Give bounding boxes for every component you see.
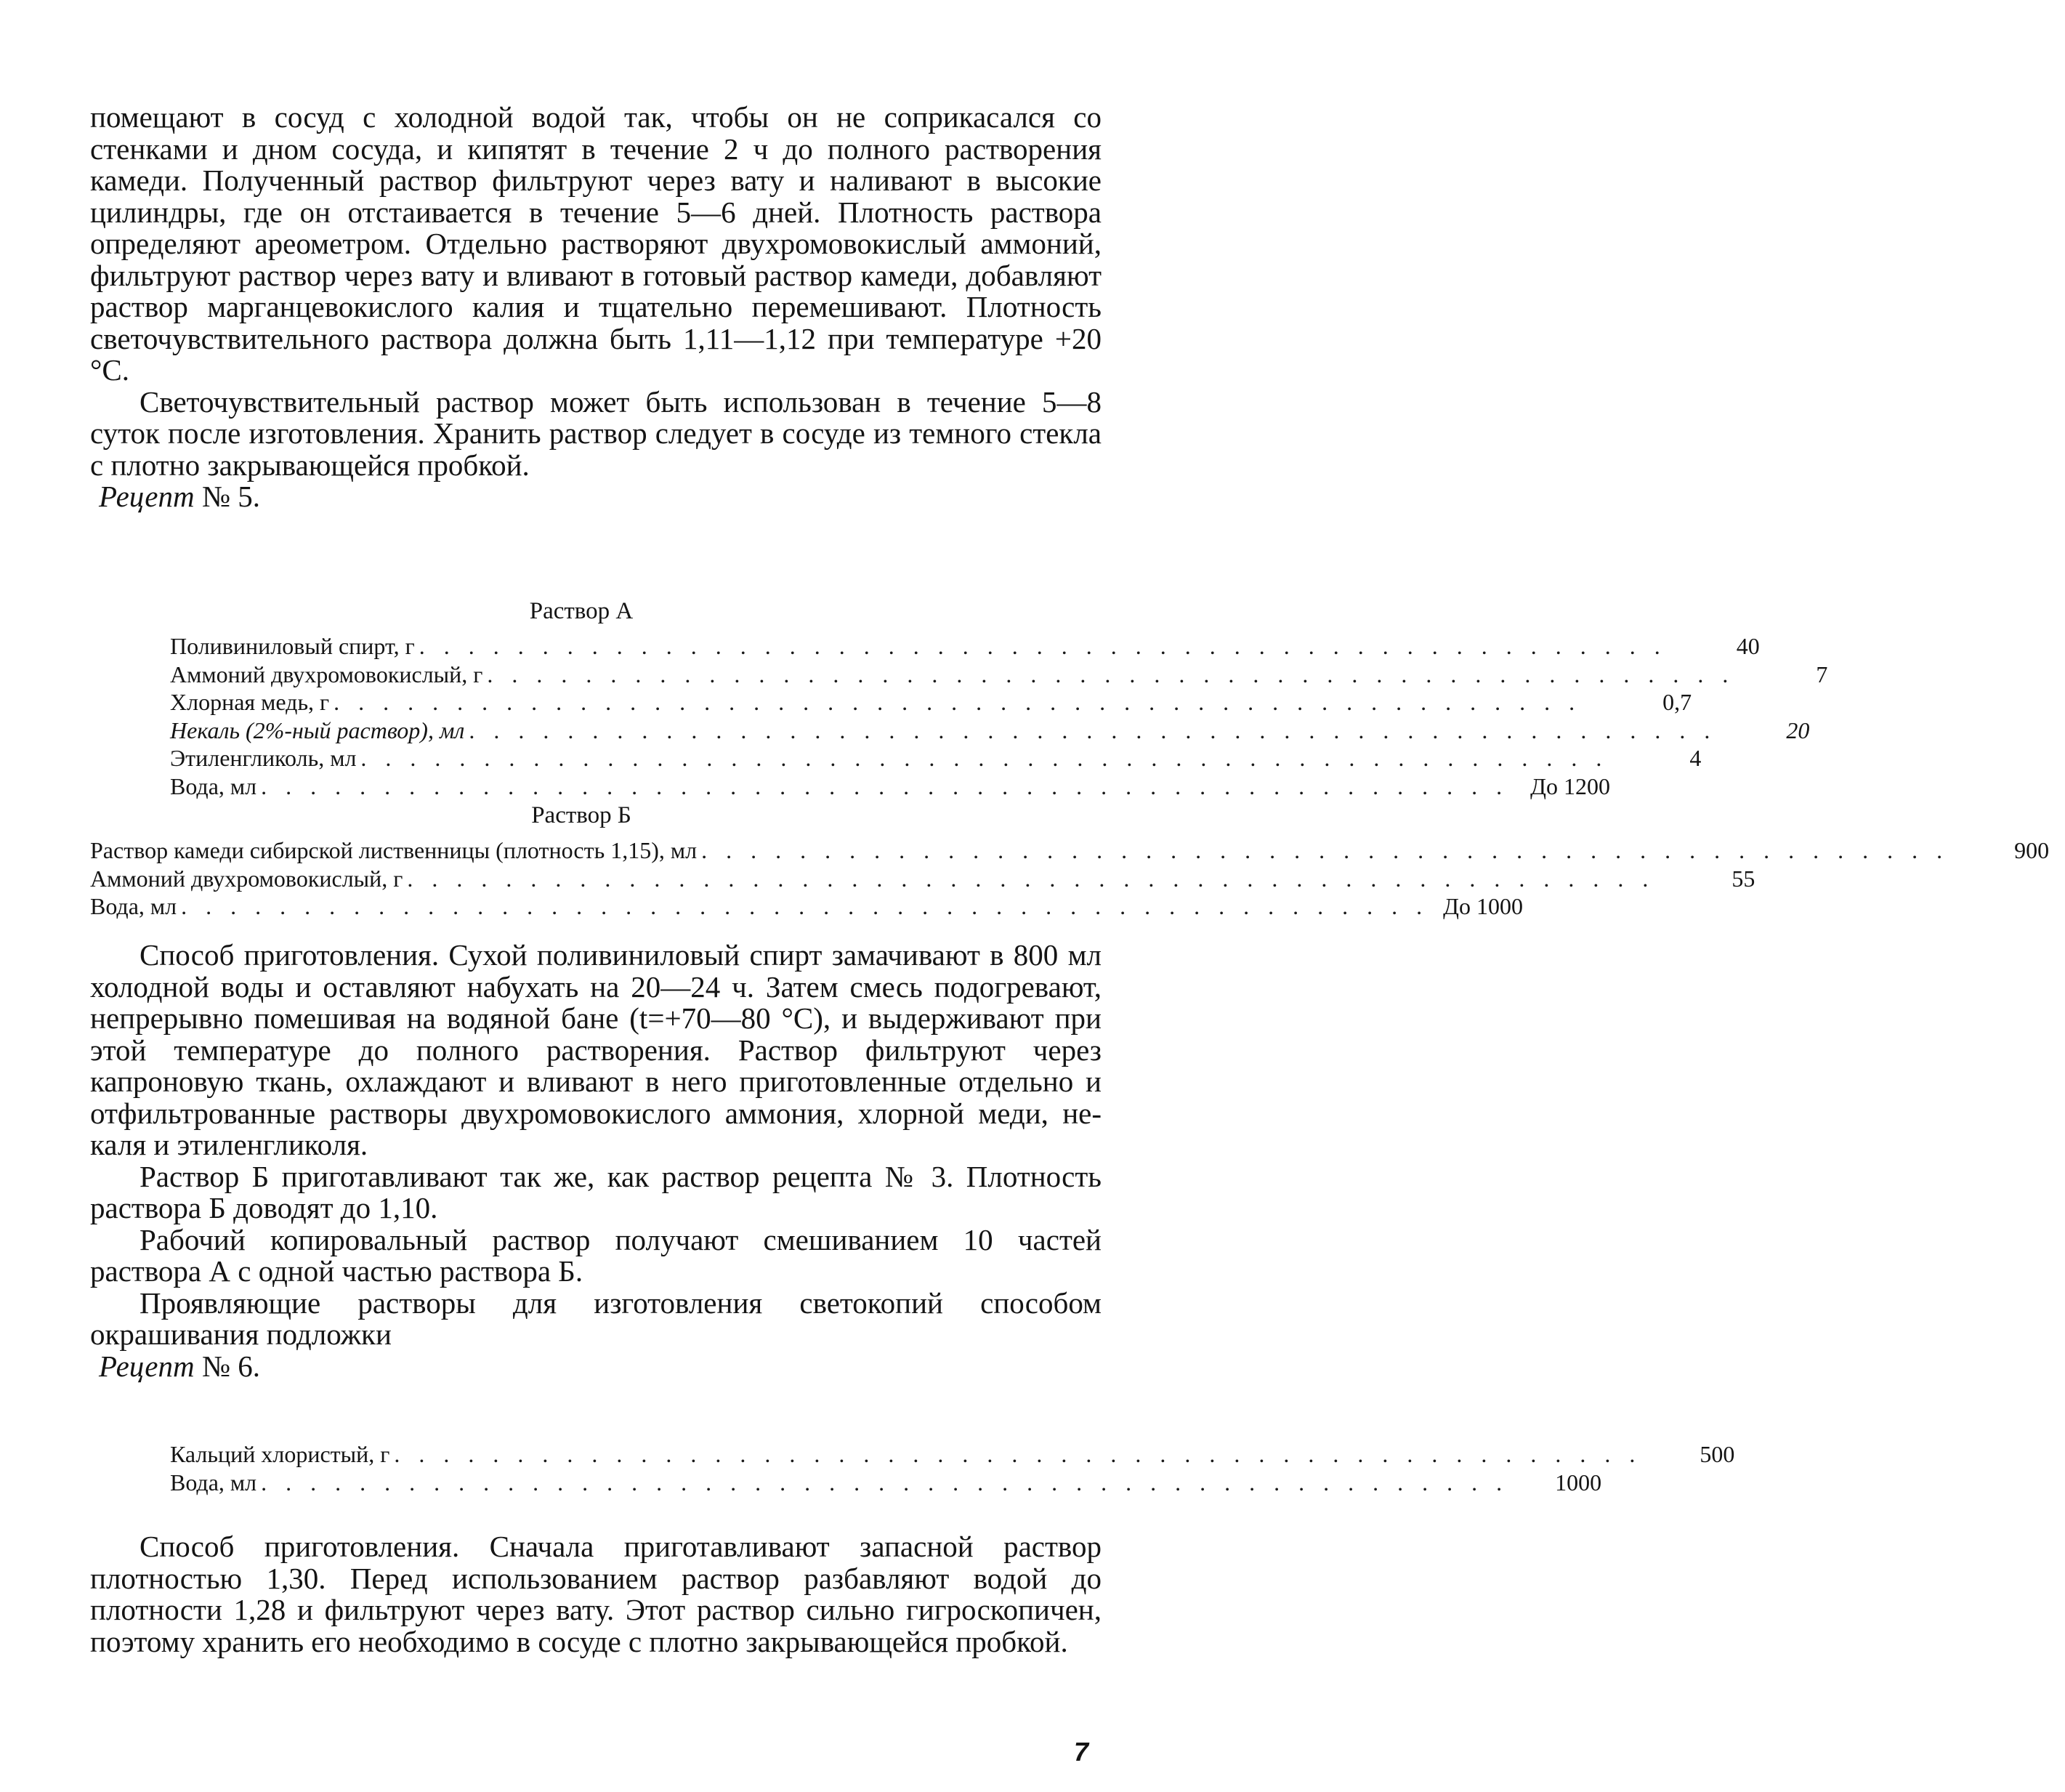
row-label: Хлорная медь, г	[170, 689, 330, 715]
recipe-6-table	[170, 1440, 1735, 1496]
row-label: Вода, мл	[170, 772, 257, 799]
table-row	[170, 717, 1810, 745]
row-value: 0,7	[1662, 689, 1692, 715]
paragraph-6: Проявляющие растворы для изготовления светокопий способом окрашивания подложки	[90, 1286, 1102, 1351]
solution-a-table	[170, 632, 1828, 800]
top-text-block	[90, 102, 1102, 513]
row-label: Этиленгликоль, мл	[170, 745, 357, 771]
dot-leader: . . . . . . . . . . . . . . . . . . . . . . . . . . . . . . . . . . . . . . . . . . . . . . . . . . .	[701, 837, 1949, 863]
row-value: 40	[1736, 633, 1760, 659]
row-label: Некаль (2%-ный раствор), мл	[170, 717, 465, 743]
row-label: Вода, мл	[170, 1469, 257, 1496]
row-value: 55	[1731, 865, 1755, 892]
table-row	[170, 1440, 1735, 1469]
recipe-6-heading	[99, 1351, 1102, 1383]
page-number: 7	[1074, 1737, 1089, 1767]
row-label: Аммоний двухромовокислый, г	[90, 865, 403, 892]
dot-leader: . . . . . . . . . . . . . . . . . . . . . . . . . . . . . . . . . . . . . . . . . . . . . . . . . . .	[487, 661, 1735, 687]
recipe-5-label: Рецепт	[99, 480, 195, 513]
paragraph-1: помещают в сосуд с холодной водой так, чтобы он не соприкасался со стенками и дном сосуда, и кипятят в течение 2 ч до полного растворения камеди. Полученный раствор фильтруют через вату и наливают в высокие цилиндры, где он отстаивается в течение 5—6 дней. Плотность раствора определяют ареометром. Отдельно растворяют двухромовокислый аммоний, фильтруют раствор через вату и вливают в готовый раствор камеди, добавляют раствор марганцевокислого калия и тщательно перемешивают. Плотность светочувствительного раствора должна быть 1,11—1,12 при температуре +20 °С.	[90, 100, 1102, 387]
row-value: 500	[1700, 1441, 1735, 1467]
table-row	[170, 1469, 1602, 1497]
table-row	[170, 661, 1828, 689]
paragraph-2: Светочувствительный раствор может быть использован в течение 5—8 суток после изготовления. Хранить раствор следует в сосуде из темного стекла с плотно закрывающейся пробкой.	[90, 384, 1102, 482]
dot-leader: . . . . . . . . . . . . . . . . . . . . . . . . . . . . . . . . . . . . . . . . . . . . . . . . . . .	[181, 893, 1429, 919]
table-row	[170, 688, 1692, 717]
paragraph-4: Раствор Б приготавливают так же, как раствор рецепта № 3. Плотность раствора Б доводят до 1,10.	[90, 1159, 1102, 1224]
dot-leader: . . . . . . . . . . . . . . . . . . . . . . . . . . . . . . . . . . . . . . . . . . . . . . . . . . .	[360, 745, 1609, 771]
row-value: До 1200	[1530, 772, 1610, 799]
recipe-6-number: № 6.	[201, 1349, 260, 1383]
dot-leader: . . . . . . . . . . . . . . . . . . . . . . . . . . . . . . . . . . . . . . . . . . . . . . . . . . .	[261, 772, 1509, 799]
row-value: 20	[1786, 717, 1810, 743]
recipe-5-number: № 5.	[201, 480, 260, 513]
paragraph-7: Способ приготовления. Сначала приготавливают запасной раствор плотностью 1,30. Перед использованием раствор разбавляют водой до плотности 1,28 и фильтруют через вату. Этот раствор сильно гигроскопичен, поэтому хранить его необходимо в сосуде с плотно закрывающейся пробкой.	[90, 1530, 1102, 1658]
row-value: До 1000	[1443, 893, 1523, 919]
dot-leader: . . . . . . . . . . . . . . . . . . . . . . . . . . . . . . . . . . . . . . . . . . . . . . . . . . .	[394, 1441, 1642, 1467]
row-value: 7	[1816, 661, 1828, 687]
table-row	[170, 772, 1610, 801]
solution-b-title: Раствор Б	[531, 802, 631, 828]
paragraph-5: Рабочий копировальный раствор получают смешиванием 10 частей раствора А с одной частью раствора Б.	[90, 1222, 1102, 1288]
table-row	[170, 632, 1760, 661]
dot-leader: . . . . . . . . . . . . . . . . . . . . . . . . . . . . . . . . . . . . . . . . . . . . . . . . . . .	[261, 1469, 1509, 1496]
table-row	[90, 892, 1523, 921]
recipe-6-label: Рецепт	[99, 1349, 195, 1383]
table-row	[170, 744, 1702, 772]
row-label: Вода, мл	[90, 893, 177, 919]
dot-leader: . . . . . . . . . . . . . . . . . . . . . . . . . . . . . . . . . . . . . . . . . . . . . . . . . . .	[419, 633, 1667, 659]
solution-a-title: Раствор А	[529, 598, 634, 624]
row-label: Раствор камеди сибирской лиственницы (плотность 1,15), мл	[90, 837, 698, 863]
solution-b-table	[90, 836, 2050, 921]
paragraph-3: Способ приготовления. Сухой поливиниловый спирт замачивают в 800 мл холодной воды и оставляют набухать на 20—24 ч. Затем смесь подогревают, непрерывно помешивая на водяной бане (t=+70—80 °С), и выдерживают при этой температуре до полного растворения. Раствор фильтруют через капроновую ткань, охлаждают и вливают в него приготовленные отдельно и отфильтрованные растворы двухромовокислого аммония, хлорной меди, некаля и этиленгликоля.	[90, 938, 1102, 1161]
row-value: 4	[1689, 745, 1702, 771]
middle-text-block	[90, 940, 1102, 1382]
table-row	[90, 865, 1755, 893]
bottom-text-block	[90, 1531, 1102, 1658]
dot-leader: . . . . . . . . . . . . . . . . . . . . . . . . . . . . . . . . . . . . . . . . . . . . . . . . . . .	[407, 865, 1655, 892]
table-row	[90, 836, 2050, 865]
dot-leader: . . . . . . . . . . . . . . . . . . . . . . . . . . . . . . . . . . . . . . . . . . . . . . . . . . .	[469, 717, 1717, 743]
row-value: 900	[2014, 837, 2050, 863]
row-value: 1000	[1555, 1469, 1602, 1496]
row-label: Поливиниловый спирт, г	[170, 633, 415, 659]
recipe-5-heading	[99, 481, 1102, 513]
dot-leader: . . . . . . . . . . . . . . . . . . . . . . . . . . . . . . . . . . . . . . . . . . . . . . . . . . .	[334, 689, 1582, 715]
row-label: Аммоний двухромовокислый, г	[170, 661, 483, 687]
row-label: Кальций хлористый, г	[170, 1441, 390, 1467]
